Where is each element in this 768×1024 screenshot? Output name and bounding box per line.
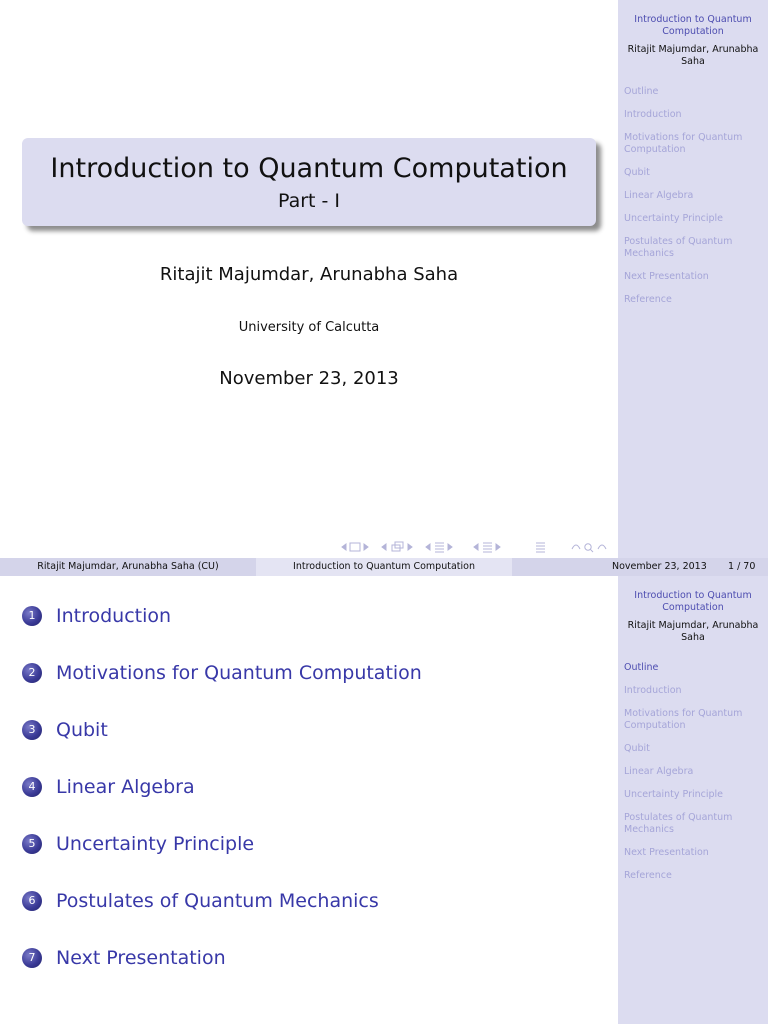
sidebar-item-uncertainty-principle[interactable]: Uncertainty Principle — [624, 213, 724, 224]
outline-item-label[interactable]: Linear Algebra — [56, 776, 195, 798]
outline-item[interactable] — [22, 946, 422, 1003]
footer-authors: Ritajit Majumdar, Arunabha Saha (CU) — [37, 561, 219, 572]
nav-frame-icon[interactable] — [342, 543, 368, 551]
sidebar-item-outline[interactable]: Outline — [624, 662, 659, 673]
author-names: Ritajit Majumdar, Arunabha Saha — [159, 264, 459, 285]
outline-item[interactable] — [22, 775, 422, 832]
sidebar-title[interactable]: Introduction to Quantum Computation — [634, 14, 752, 37]
sidebar-title[interactable]: Introduction to Quantum Computation — [634, 590, 752, 613]
nav-subsection-icon[interactable] — [382, 542, 412, 551]
sidebar-nav — [618, 662, 768, 882]
outline-item[interactable] — [22, 661, 422, 718]
outline-item-label[interactable]: Postulates of Quantum Mechanics — [56, 890, 379, 912]
outline-item-label[interactable]: Introduction — [56, 605, 172, 627]
beamer-navigation-bar — [338, 540, 618, 554]
sidebar-item-reference[interactable]: Reference — [624, 870, 672, 881]
presentation-title: Introduction to Quantum Computation — [50, 153, 568, 184]
nav-appendix-icon[interactable] — [536, 543, 545, 552]
nav-search-back-forward-icon[interactable] — [572, 544, 606, 552]
institution: University of Calcutta — [238, 320, 380, 335]
sidebar-nav — [618, 86, 768, 306]
number-ball-icon: 5 — [22, 834, 42, 854]
sidebar-item-postulates[interactable]: Postulates of Quantum Mechanics — [624, 236, 733, 259]
number-ball-icon: 2 — [22, 663, 42, 683]
presentation-date: November 23, 2013 — [219, 368, 399, 389]
outline-item-label[interactable]: Motivations for Quantum Computation — [56, 662, 422, 684]
number-ball-icon: 3 — [22, 720, 42, 740]
sidebar-item-outline[interactable]: Outline — [624, 86, 659, 97]
outline-item-label[interactable]: Uncertainty Principle — [56, 833, 255, 855]
sidebar-item-motivations[interactable]: Motivations for Quantum Computation — [624, 132, 743, 155]
outline-item[interactable] — [22, 604, 422, 661]
nav-section-icon[interactable] — [426, 543, 452, 552]
nav-document-icon[interactable] — [474, 543, 500, 552]
footer-page-number: 1 / 70 — [728, 561, 756, 572]
number-ball-icon: 7 — [22, 948, 42, 968]
outline-item-label[interactable]: Qubit — [56, 719, 108, 741]
sidebar-item-next-presentation[interactable]: Next Presentation — [624, 847, 709, 858]
sidebar-item-linear-algebra[interactable]: Linear Algebra — [624, 766, 694, 777]
sidebar-authors: Ritajit Majumdar, Arunabha Saha — [627, 620, 759, 643]
presentation-subtitle: Part - I — [277, 190, 341, 212]
outline-slide — [0, 576, 768, 1024]
sidebar-item-uncertainty-principle[interactable]: Uncertainty Principle — [624, 789, 724, 800]
sidebar-authors: Ritajit Majumdar, Arunabha Saha — [627, 44, 759, 67]
sidebar-item-qubit[interactable]: Qubit — [624, 743, 650, 754]
outline-item[interactable] — [22, 889, 422, 946]
footer-title: Introduction to Quantum Computation — [256, 558, 512, 576]
sidebar — [618, 576, 768, 1024]
footer-date: November 23, 2013 — [612, 561, 707, 572]
number-ball-icon: 4 — [22, 777, 42, 797]
sidebar-item-introduction[interactable]: Introduction — [624, 685, 682, 696]
outline-list — [22, 604, 422, 1003]
sidebar-item-qubit[interactable]: Qubit — [624, 167, 650, 178]
sidebar-item-reference[interactable]: Reference — [624, 294, 672, 305]
sidebar-item-motivations[interactable]: Motivations for Quantum Computation — [624, 708, 743, 731]
sidebar-item-linear-algebra[interactable]: Linear Algebra — [624, 190, 694, 201]
sidebar-item-next-presentation[interactable]: Next Presentation — [624, 271, 709, 282]
sidebar — [618, 0, 768, 576]
number-ball-icon: 1 — [22, 606, 42, 626]
sidebar-item-introduction[interactable]: Introduction — [624, 109, 682, 120]
footer-bar — [0, 558, 768, 576]
number-ball-icon: 6 — [22, 891, 42, 911]
title-box — [22, 138, 596, 226]
sidebar-item-postulates[interactable]: Postulates of Quantum Mechanics — [624, 812, 733, 835]
outline-item[interactable] — [22, 718, 422, 775]
outline-item[interactable] — [22, 832, 422, 889]
outline-item-label[interactable]: Next Presentation — [56, 947, 226, 969]
